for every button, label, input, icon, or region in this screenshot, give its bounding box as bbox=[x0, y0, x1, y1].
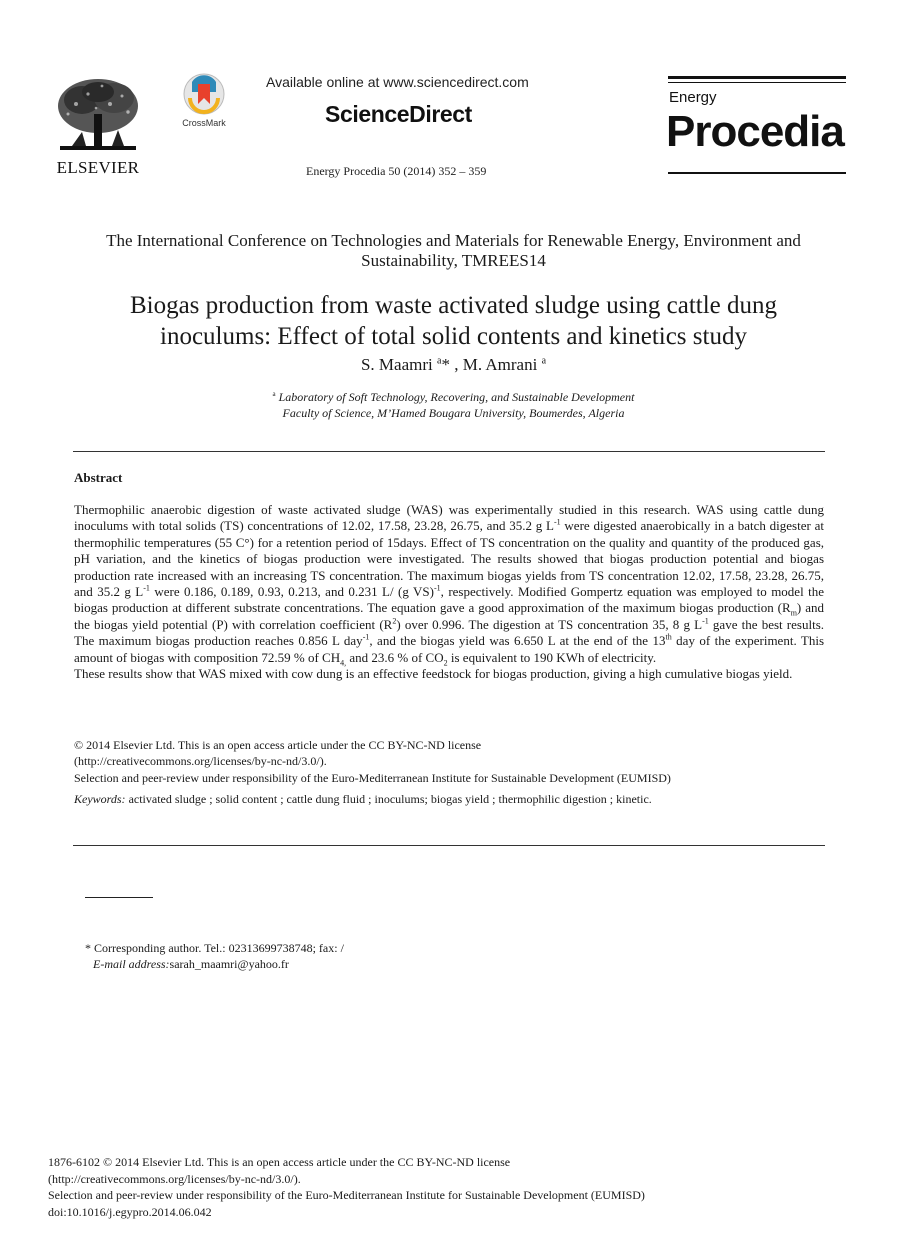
title-line: inoculums: Effect of total solid contents and kinetics study bbox=[160, 323, 747, 350]
journal-logo-rule bbox=[668, 82, 846, 83]
affiliation-mark: a bbox=[272, 390, 276, 398]
corresponding-author-footnote bbox=[85, 940, 344, 972]
affiliation-mark: a bbox=[541, 355, 547, 367]
paper-title bbox=[40, 290, 867, 352]
affiliation-line: Faculty of Science, M’Hamed Bougara University, Boumerdes, Algeria bbox=[282, 406, 625, 420]
crossmark-label: CrossMark bbox=[182, 118, 226, 128]
journal-logo-procedia: Procedia bbox=[666, 107, 844, 156]
abstract-heading: Abstract bbox=[74, 470, 123, 485]
author-name: M. Amrani bbox=[462, 355, 538, 374]
footer-line: Selection and peer-review under responsibility of the Euro-Mediterranean Institute for Sustainable Development (EUMISD) bbox=[48, 1188, 645, 1203]
license-line: © 2014 Elsevier Ltd. This is an open access article under the CC BY-NC-ND license bbox=[74, 738, 482, 752]
journal-logo-energy: Energy bbox=[669, 89, 717, 106]
author-list bbox=[40, 355, 867, 375]
keywords bbox=[74, 792, 824, 807]
elsevier-tree-icon bbox=[52, 74, 144, 156]
footnote-divider bbox=[85, 897, 153, 898]
email-address[interactable]: sarah_maamri@yahoo.fr bbox=[169, 957, 289, 971]
affiliation-line: Laboratory of Soft Technology, Recovering, and Sustainable Development bbox=[278, 390, 635, 404]
license-notice bbox=[74, 737, 824, 786]
corresponding-mark: * bbox=[441, 355, 450, 374]
crossmark-badge[interactable] bbox=[176, 72, 232, 134]
title-line: Biogas production from waste activated sludge using cattle dung bbox=[129, 292, 778, 319]
abstract-body bbox=[74, 502, 824, 682]
email-label: E-mail address: bbox=[93, 957, 170, 971]
footnote-line: * Corresponding author. Tel.: 02313699738748; fax: / bbox=[85, 941, 344, 955]
footer-license-link[interactable]: (http://creativecommons.org/licenses/by-nc-nd/3.0/). bbox=[48, 1171, 301, 1186]
abstract-paragraph: These results show that WAS mixed with cow dung is an effective feedstock for biogas production, giving a high cumulative biogas yield. bbox=[74, 666, 793, 682]
affiliation bbox=[40, 389, 867, 421]
keywords-label: Keywords: bbox=[74, 792, 126, 806]
author-name: S. Maamri bbox=[360, 355, 433, 374]
affiliation-mark: a bbox=[437, 355, 442, 367]
sciencedirect-logo[interactable]: ScienceDirect bbox=[325, 101, 472, 127]
journal-logo-rule bbox=[668, 172, 846, 174]
elsevier-wordmark: ELSEVIER bbox=[56, 158, 140, 177]
footer-line: 1876-6102 © 2014 Elsevier Ltd. This is an open access article under the CC BY-NC-ND license bbox=[48, 1155, 511, 1169]
doi-link[interactable]: doi:10.1016/j.egypro.2014.06.042 bbox=[48, 1204, 212, 1219]
available-online-text[interactable]: Available online at www.sciencedirect.com bbox=[266, 74, 529, 90]
crossmark-icon bbox=[176, 72, 232, 118]
copyright-footer bbox=[48, 1154, 848, 1220]
section-divider bbox=[73, 845, 825, 846]
license-line: Selection and peer-review under responsibility of the Euro-Mediterranean Institute for Sustainable Development (EUMISD) bbox=[74, 770, 671, 785]
conference-name: The International Conference on Technologies and Materials for Renewable Energy, Environment and Sustainability, TMREES14 bbox=[106, 231, 801, 270]
abstract-paragraph: Thermophilic anaerobic digestion of waste activated sludge (WAS) was experimentally studied in this research. WAS using cattle dung inoculums with total solids (TS) concentrations of 12.02, 17.58, 23.28, 26.75, and 35.2 g $L^{-1}$ were digested anaerobically in a batch digester at thermophilic temperatures (55 C°) for a retention period of 15days. Effect of TS concentration on the quality and quantity of the produced gas, pH variation, and the kinetics of biogas production were investigated. The results showed that biogas production potential and biogas production rate increased with an increasing TS concentration. The maximum biogas yields from TS concentration 12.02, 17.58, 23.28, 26.75, and 35.2 g $L^{-1}$ were 0.186, 0.189, 0.93, 0.213, and 0.231 L/ (g VS)$^{-1}$, respectively. Modified Gompertz equation was employed to model the biogas production at different substrate concentrations. The equation gave a good approximation of the maximum biogas production $(R_m)$ and the biogas yield potential (P) with correlation coefficient $(R^2)$ over 0.996. The digestion at TS concentration 35, 8 g $L^{-1}$ gave the best results. The maximum biogas production reaches 0.856 L day$^{-1}$, and the biogas yield was 6.650 L at the end of the 13th day of the experiment. This amount of biogas with composition 72.59 % of $CH_{4,}$ and 23.6 % of $CO_2$ is equivalent to 190 KWh of electricity. bbox=[74, 502, 825, 668]
journal-reference: Energy Procedia 50 (2014) 352 – 359 bbox=[306, 164, 487, 178]
journal-logo-rule bbox=[668, 76, 846, 79]
author-separator: , bbox=[449, 355, 463, 374]
elsevier-logo bbox=[52, 74, 144, 178]
keywords-text: activated sludge ; solid content ; cattle dung fluid ; inoculums; biogas yield ; thermophilic digestion ; kinetic. bbox=[125, 792, 652, 806]
section-divider bbox=[73, 451, 825, 452]
license-link[interactable]: (http://creativecommons.org/licenses/by-nc-nd/3.0/). bbox=[74, 754, 327, 769]
